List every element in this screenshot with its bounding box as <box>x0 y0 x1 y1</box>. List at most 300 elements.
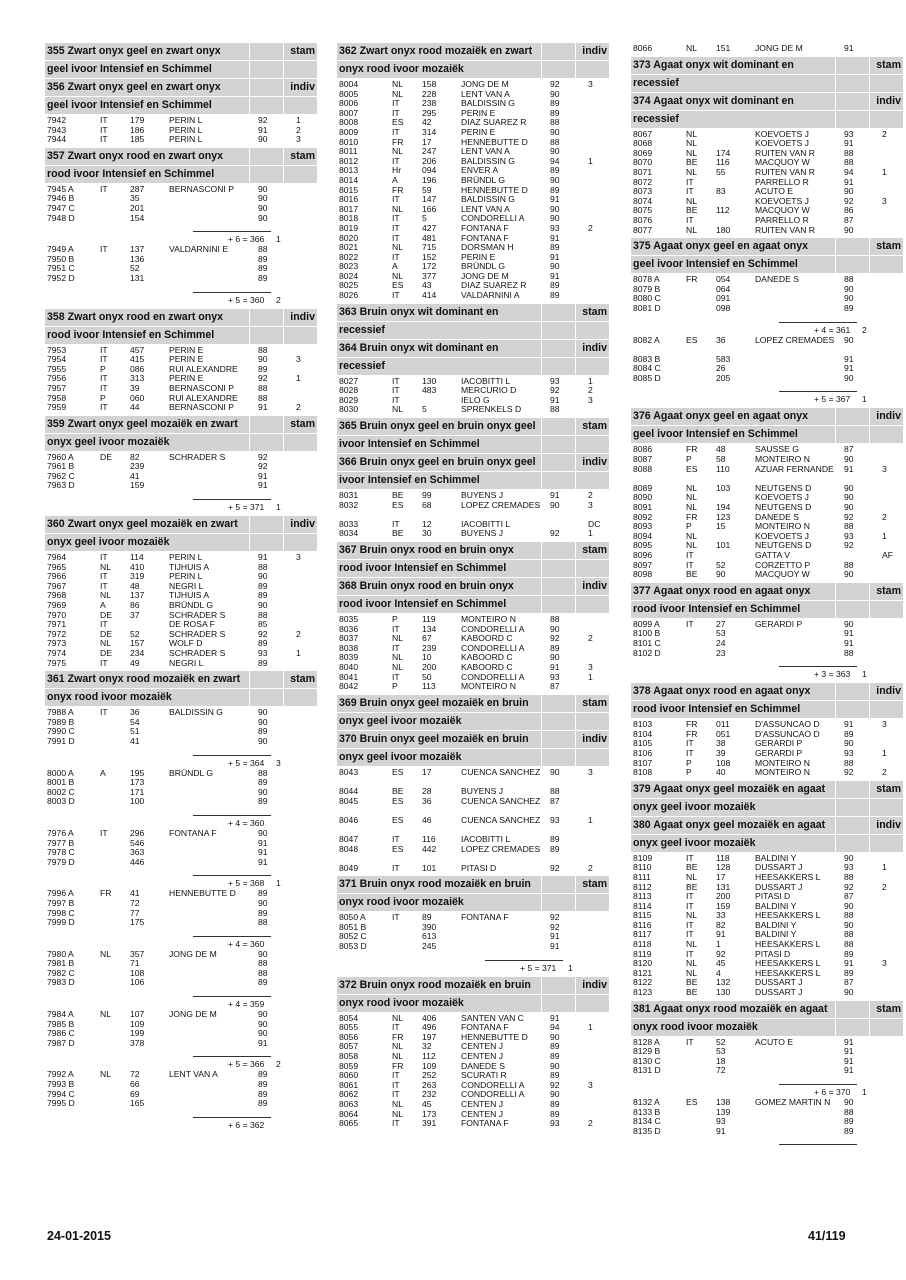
breeder-name: DIAZ SUAREZ R <box>461 117 527 128</box>
header-divider <box>541 596 542 613</box>
class-type: indiv <box>290 518 315 531</box>
ring-number: 68 <box>422 499 432 510</box>
class-title: 363 Bruin onyx wit dominant en <box>339 305 499 318</box>
table-row <box>45 204 317 214</box>
prize: 3 <box>882 958 887 969</box>
points: 91 <box>844 1046 854 1057</box>
entry-number: 8011 <box>339 146 358 157</box>
points: 88 <box>258 967 268 978</box>
country-code: NL <box>686 502 697 513</box>
points: 89 <box>844 302 854 313</box>
points: 94 <box>844 166 854 177</box>
entry-number: 7991 D <box>47 735 75 746</box>
points: 91 <box>844 1055 854 1066</box>
points: 91 <box>844 1036 854 1047</box>
country-code: ES <box>392 499 404 510</box>
breeder-name: HEESAKKERS L <box>755 967 821 978</box>
points: 89 <box>550 1070 560 1081</box>
points: 91 <box>844 138 854 149</box>
table-row <box>337 942 609 952</box>
breeder-name: CORZETTO P <box>755 559 811 570</box>
header-divider <box>283 61 284 78</box>
total-prize: 1 <box>276 502 281 513</box>
header-divider <box>541 542 542 559</box>
entry-number: 7963 D <box>47 480 75 491</box>
class-type: stam <box>582 305 607 318</box>
entry-number: 8034 <box>339 528 359 539</box>
class-title: 381 Agaat onyx rood mozaiëk en agaat <box>633 1002 828 1015</box>
total-rule <box>193 1117 271 1118</box>
class-header <box>631 600 903 618</box>
country-code: NL <box>392 203 403 214</box>
ring-number: 172 <box>422 261 437 272</box>
breeder-name: TIJHUIS A <box>169 561 210 572</box>
points: 91 <box>844 719 854 730</box>
points: 89 <box>844 948 854 959</box>
ring-number: 406 <box>422 1012 437 1023</box>
country-code: NL <box>392 1012 403 1023</box>
total-prize: 3 <box>276 757 281 768</box>
entry-number: 7979 D <box>47 856 75 867</box>
header-divider <box>283 79 284 96</box>
ring-number: 100 <box>130 796 145 807</box>
ring-number: 173 <box>130 777 145 788</box>
header-divider <box>283 327 284 344</box>
entry-number: 7965 <box>47 561 67 572</box>
header-divider <box>283 516 284 533</box>
ring-number: 89 <box>422 912 432 923</box>
class-title: 375 Agaat onyx geel en agaat onyx <box>633 240 809 253</box>
breeder-name: BRÜNDL G <box>169 600 214 611</box>
entry-number: 8080 C <box>633 293 661 304</box>
entry-number: 8082 A <box>633 334 660 345</box>
class-type: stam <box>876 584 901 597</box>
prize: 2 <box>296 628 301 639</box>
class-title: 371 Bruin onyx rood mozaiëk en bruin <box>339 878 531 891</box>
points: 90 <box>258 735 268 746</box>
table-row <box>631 620 903 630</box>
points: 90 <box>550 1089 560 1100</box>
points: 88 <box>550 404 560 415</box>
points: 93 <box>550 222 560 233</box>
header-divider <box>249 689 250 706</box>
table-row <box>45 708 317 718</box>
breeder-name: BALDISSIN G <box>461 194 515 205</box>
header-divider <box>835 1001 836 1018</box>
entry-number: 8062 <box>339 1089 359 1100</box>
entry-number: 8033 <box>339 518 359 529</box>
points: 89 <box>258 1098 268 1109</box>
breeder-name: HEESAKKERS L <box>755 910 821 921</box>
breeder-name: CUENCA SANCHEZ <box>461 795 541 806</box>
entry-number: 8017 <box>339 203 359 214</box>
entry-number: 8063 <box>339 1099 359 1109</box>
ring-number: 414 <box>422 290 437 301</box>
entry-number: 8008 <box>339 117 359 128</box>
entry-number: 8117 <box>633 929 652 940</box>
entry-number: 8109 <box>633 852 653 863</box>
country-code: FR <box>100 888 112 899</box>
ring-number: 49 <box>130 657 140 668</box>
total-prize: 1 <box>276 234 281 245</box>
ring-number: 33 <box>716 910 726 921</box>
entry-number: 8118 <box>633 939 652 950</box>
class-header <box>337 730 609 748</box>
breeder-name: FONTANA F <box>461 1118 509 1129</box>
entry-number: 7951 C <box>47 263 75 274</box>
country-code: NL <box>686 224 697 235</box>
table-row <box>631 1117 903 1127</box>
country-code: BE <box>392 785 404 796</box>
country-code: BE <box>686 987 698 998</box>
class-title: 378 Agaat onyx rood en agaat onyx <box>633 685 811 698</box>
points: 90 <box>844 987 854 998</box>
prize: 3 <box>296 134 301 145</box>
table-row <box>337 405 609 415</box>
header-divider <box>869 1019 870 1036</box>
breeder-name: IELO G <box>461 394 490 405</box>
points: 92 <box>550 633 560 644</box>
header-divider <box>575 596 576 613</box>
breeder-name: HENNEBUTTE D <box>461 1031 528 1042</box>
breeder-name: CUENCA SANCHEZ <box>461 814 541 825</box>
breeder-name: MONTEIRO N <box>755 454 810 465</box>
entry-list <box>45 344 317 415</box>
points: 89 <box>258 1088 268 1099</box>
ring-number: 114 <box>130 552 144 563</box>
class-header <box>45 308 317 326</box>
class-header <box>45 78 317 96</box>
ring-number: 46 <box>422 814 432 825</box>
entry-number: 8116 <box>633 919 652 930</box>
entry-number: 8026 <box>339 290 359 301</box>
header-divider <box>541 43 542 60</box>
points: 89 <box>844 1116 854 1127</box>
breeder-name: BRÜNDL G <box>461 174 506 185</box>
ring-number: 195 <box>130 767 145 778</box>
ring-number: 12 <box>422 518 432 529</box>
country-code: NL <box>392 270 403 281</box>
ring-number: 55 <box>716 166 726 177</box>
table-row <box>45 1020 317 1030</box>
points: 90 <box>258 571 268 582</box>
points: 89 <box>258 580 268 591</box>
class-title: 360 Zwart onyx geel mozaiëk en zwart <box>47 518 238 531</box>
points: 90 <box>550 174 560 185</box>
prize: 1 <box>882 862 887 873</box>
class-header <box>45 165 317 183</box>
ring-number: 239 <box>130 461 145 472</box>
entry-number: 7987 D <box>47 1037 75 1048</box>
ring-number: 82 <box>716 919 726 930</box>
header-divider <box>575 578 576 595</box>
prize: 1 <box>588 375 593 386</box>
class-header <box>631 1018 903 1036</box>
country-code: IT <box>392 1089 400 1100</box>
table-row <box>337 768 609 787</box>
ring-number: 116 <box>422 833 436 844</box>
ring-number: 457 <box>130 344 145 355</box>
entry-number: 8121 <box>633 967 653 978</box>
table-row <box>45 858 317 868</box>
entry-number: 8055 <box>339 1022 359 1033</box>
breeder-name: BUYENS J <box>461 785 504 796</box>
total-score: + 6 = 366 <box>228 234 265 245</box>
breeder-name: CONDORELLI A <box>461 671 525 682</box>
country-code: NL <box>100 590 111 601</box>
header-divider <box>835 583 836 600</box>
points: 91 <box>258 552 268 563</box>
breeder-name: SCHRADER S <box>169 648 226 658</box>
breeder-name: PERIN E <box>169 373 204 384</box>
entry-number: 8129 B <box>633 1046 661 1057</box>
class-title: 356 Zwart onyx geel en zwart onyx <box>47 81 221 93</box>
entry-number: 8042 <box>339 681 359 692</box>
breeder-name: LENT VAN A <box>461 146 510 157</box>
country-code: IT <box>100 183 108 194</box>
total-rule <box>485 960 563 961</box>
points: 90 <box>258 212 268 223</box>
entry-number: 7974 <box>47 648 67 658</box>
entry-number: 7968 <box>47 590 67 601</box>
ring-number: 32 <box>422 1041 432 1052</box>
group-total <box>631 383 903 405</box>
class-header <box>631 582 903 600</box>
entry-number: 7942 <box>47 115 67 125</box>
country-code: IT <box>100 552 108 563</box>
prize: 3 <box>588 79 593 89</box>
prize: 1 <box>296 648 301 658</box>
points: 91 <box>844 637 854 648</box>
header-divider <box>835 93 836 110</box>
ring-number: 137 <box>130 244 145 255</box>
header-divider <box>541 560 542 577</box>
ring-number: 41 <box>130 888 140 899</box>
points: 88 <box>550 785 560 796</box>
points: 90 <box>844 372 854 383</box>
class-title: onyx geel ivoor mozaiëk <box>47 536 170 549</box>
table-row <box>45 472 317 482</box>
breeder-name: BALDISSIN G <box>461 155 515 166</box>
breeder-name: DUSSART J <box>755 862 803 873</box>
ring-number: 415 <box>130 354 145 365</box>
entry-list <box>631 618 903 682</box>
breeder-name: PERIN E <box>169 354 204 365</box>
country-code: ES <box>392 814 404 825</box>
header-divider <box>575 995 576 1012</box>
class-type: stam <box>582 878 607 891</box>
entry-number: 7988 A <box>47 707 74 718</box>
class-title: rood ivoor Intensief en Schimmel <box>47 328 215 341</box>
breeder-name: JONG DE M <box>169 948 217 959</box>
points: 88 <box>844 910 854 921</box>
country-code: DE <box>100 451 112 462</box>
header-divider <box>575 472 576 489</box>
total-score: + 5 = 366 <box>228 1059 265 1070</box>
breeder-name: JONG DE M <box>169 1009 217 1020</box>
class-header <box>631 237 903 255</box>
entry-number: 8007 <box>339 107 359 118</box>
country-code: ES <box>392 843 404 854</box>
points: 93 <box>550 671 560 682</box>
breeder-name: AZUAR FERNANDE <box>755 463 834 474</box>
entry-number: 8107 <box>633 757 653 768</box>
entry-number: 8108 <box>633 767 653 778</box>
table-row <box>337 501 609 520</box>
breeder-name: HENNEBUTTE D <box>461 136 528 147</box>
breeder-name: CONDORELLI A <box>461 1089 525 1100</box>
breeder-name: CUENCA SANCHEZ <box>461 766 541 777</box>
entry-number: 7986 C <box>47 1028 75 1039</box>
entry-number: 7953 <box>47 344 67 355</box>
points: 90 <box>258 1018 268 1029</box>
entry-list <box>337 78 609 303</box>
country-code: P <box>686 454 692 465</box>
country-code: NL <box>392 633 403 644</box>
table-row <box>631 304 903 314</box>
entry-number: 8035 <box>339 614 359 624</box>
entry-list <box>631 128 903 238</box>
prize: 3 <box>882 195 887 206</box>
country-code: NL <box>686 910 697 921</box>
table-row <box>631 374 903 384</box>
breeder-name: CENTEN J <box>461 1108 504 1119</box>
entry-number: 8104 <box>633 728 653 739</box>
prize: 2 <box>588 1118 593 1129</box>
points: 89 <box>258 796 268 807</box>
table-row <box>45 797 317 807</box>
class-header <box>631 682 903 700</box>
points: 90 <box>550 146 560 157</box>
ring-number: 18 <box>716 1055 726 1066</box>
ring-number: 10 <box>422 652 432 663</box>
class-type: indiv <box>582 978 607 991</box>
entry-number: 8097 <box>633 559 653 570</box>
country-code: NL <box>686 540 697 551</box>
table-row <box>45 1029 317 1039</box>
header-divider <box>869 583 870 600</box>
country-code: NL <box>686 967 697 978</box>
table-row <box>45 918 317 928</box>
header-divider <box>575 695 576 712</box>
entry-number: 8036 <box>339 623 359 634</box>
entry-number: 7976 A <box>47 827 74 838</box>
entry-number: 8000 A <box>47 767 74 778</box>
class-title: recessief <box>339 359 385 372</box>
entry-number: 8130 C <box>633 1055 661 1066</box>
country-code: FR <box>686 511 698 522</box>
country-code: NL <box>686 492 697 503</box>
country-code: IT <box>686 559 694 570</box>
class-type: indiv <box>582 341 607 354</box>
points: 89 <box>258 907 268 918</box>
points: 90 <box>258 193 268 204</box>
total-score: + 4 = 361 <box>814 324 851 335</box>
entry-number: 7971 <box>47 619 67 630</box>
country-code: NL <box>686 958 697 969</box>
ring-number: 496 <box>422 1022 437 1033</box>
entry-number: 8073 <box>633 186 653 197</box>
points: 91 <box>550 194 560 205</box>
ring-number: 91 <box>716 929 726 940</box>
ring-number: 1 <box>716 939 721 950</box>
points: 88 <box>844 939 854 950</box>
ring-number: 179 <box>130 115 145 125</box>
points: 90 <box>550 652 560 663</box>
breeder-name: FONTANA F <box>169 827 217 838</box>
ring-number: 319 <box>130 571 145 582</box>
entry-number: 8043 <box>339 766 359 777</box>
table-row <box>337 923 609 933</box>
entry-number: 8052 C <box>339 931 367 942</box>
ring-number: 175 <box>130 917 145 928</box>
entry-number: 8006 <box>339 98 359 109</box>
header-divider <box>869 701 870 718</box>
country-code: P <box>686 767 692 778</box>
entry-list <box>631 42 903 56</box>
ring-number: 199 <box>130 1028 145 1039</box>
entry-list <box>337 911 609 975</box>
class-title: 379 Agaat onyx geel mozaiëk en agaat <box>633 782 826 795</box>
table-row <box>337 864 609 874</box>
entry-number: 8047 <box>339 833 359 844</box>
ring-number: 109 <box>422 1060 437 1071</box>
class-title: rood ivoor Intensief en Schimmel <box>633 602 801 615</box>
ring-number: 15 <box>716 521 726 532</box>
ring-number: 137 <box>130 590 145 601</box>
class-title: 355 Zwart onyx geel en zwart onyx <box>47 45 221 57</box>
header-divider <box>835 701 836 718</box>
table-row <box>45 909 317 919</box>
points: 88 <box>258 382 268 393</box>
ring-number: 234 <box>130 648 145 658</box>
points: 91 <box>550 661 560 672</box>
points: 88 <box>844 521 854 532</box>
entry-number: 8088 <box>633 463 653 474</box>
points: 90 <box>258 827 268 838</box>
header-divider <box>835 426 836 443</box>
entry-number: 8134 C <box>633 1116 661 1127</box>
breeder-name: HEESAKKERS L <box>755 939 821 950</box>
class-title: onyx geel ivoor mozaiëk <box>633 800 756 813</box>
group-total <box>45 807 317 829</box>
class-header <box>631 110 903 128</box>
points: 88 <box>844 157 854 168</box>
entry-number: 8013 <box>339 165 359 176</box>
ring-number: 094 <box>422 165 437 176</box>
points: 90 <box>550 623 560 634</box>
points: 92 <box>844 195 854 206</box>
ring-number: 194 <box>716 502 731 513</box>
ring-number: 147 <box>422 194 437 205</box>
prize: 2 <box>296 402 301 413</box>
entry-list <box>631 852 903 1000</box>
class-title: 372 Bruin onyx rood mozaiëk en bruin <box>339 978 531 991</box>
country-code: IT <box>392 107 400 118</box>
header-divider <box>575 322 576 339</box>
table-row <box>45 245 317 255</box>
points: 88 <box>258 767 268 778</box>
ring-number: 377 <box>422 270 437 281</box>
ring-number: 123 <box>716 511 731 522</box>
header-divider <box>541 304 542 321</box>
points: 90 <box>844 224 854 235</box>
class-type: indiv <box>582 45 607 57</box>
points: 90 <box>258 202 268 213</box>
ring-number: 011 <box>716 719 730 730</box>
entry-number: 8066 <box>633 43 653 53</box>
header-divider <box>835 781 836 798</box>
